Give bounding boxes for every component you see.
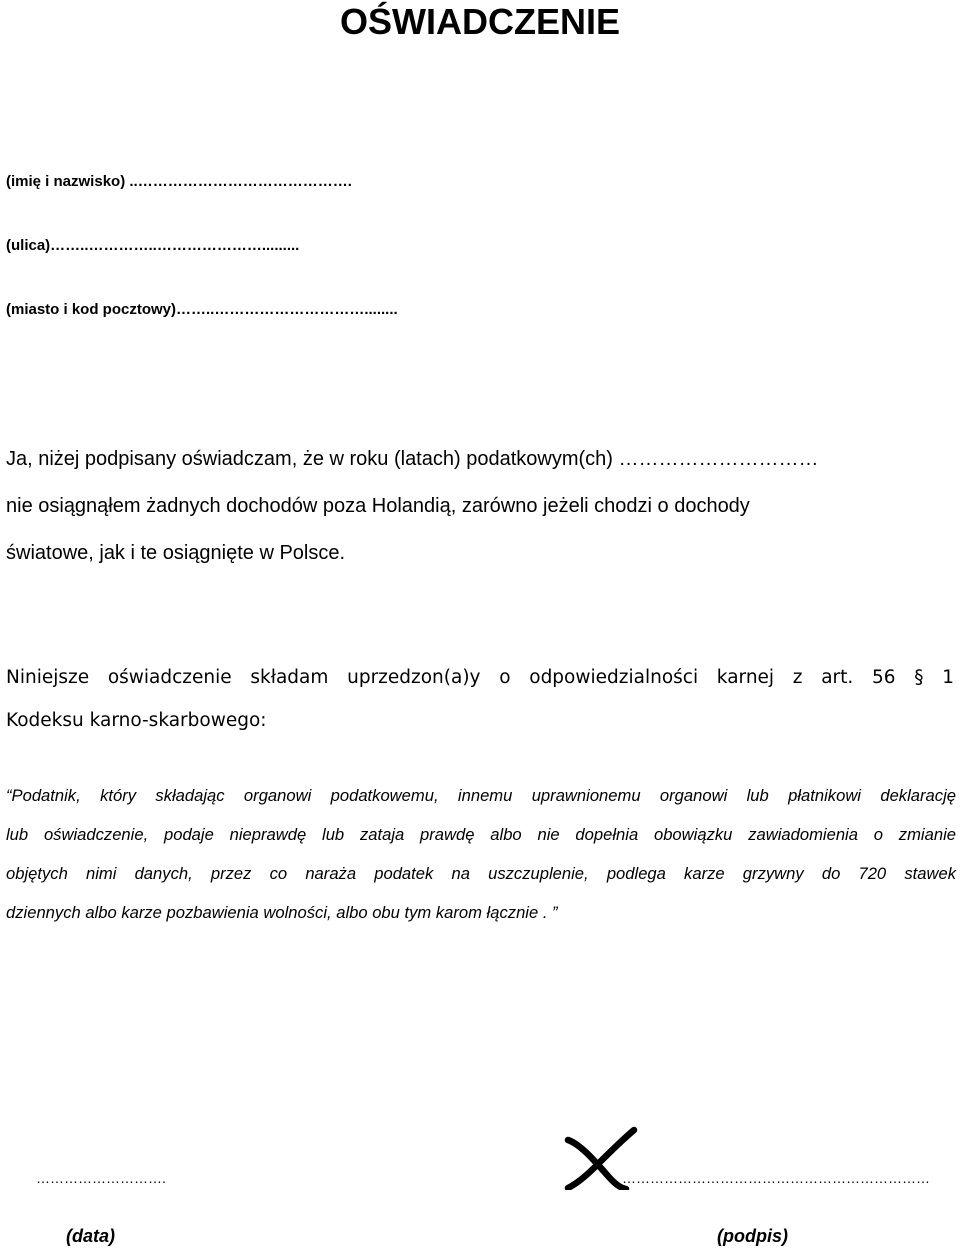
date-label: (data) (66, 1226, 115, 1246)
name-field[interactable]: (imię i nazwisko) ..……………………………………. (6, 173, 352, 190)
date-field[interactable]: ………………………. (36, 1170, 166, 1186)
quote-line-2: lub oświadczenie, podaje nieprawdę lub zataja prawdę albo nie dopełnia obowiązku zawiadomienia o zmianie (6, 825, 956, 844)
declaration-line-2: nie osiągnąłem żadnych dochodów poza Holandią, zarówno jeżeli chodzi o dochody (6, 495, 750, 517)
quote-line-4: dziennych albo karze pozbawienia wolności, albo obu tym karom łącznie . ” (6, 903, 558, 922)
legal-quote (6, 776, 956, 932)
signature-label: (podpis) (717, 1226, 788, 1246)
street-field[interactable]: (ulica)……..…………..…………………......... (6, 237, 300, 254)
declaration-line-3: światowe, jak i te osiągnięte w Polsce. (6, 542, 346, 564)
declaration-paragraph (6, 436, 956, 577)
document-title: OŚWIADCZENIE (339, 1, 620, 42)
quote-line-1: “Podatnik, który składając organowi podatkowemu, innemu uprawnionemu organowi lub płatnikowi deklarację (6, 786, 956, 805)
quote-line-3: objętych nimi danych, przez co naraża podatek na uszczuplenie, podlega karze grzywny do 720 stawek (6, 864, 956, 883)
signature-field[interactable]: ………………………………………………………… (622, 1170, 930, 1186)
warning-line-2: Kodeksu karno-skarbowego: (6, 710, 267, 731)
city-postcode-field[interactable]: (miasto i kod pocztowy)……..…………………………........ (6, 301, 398, 318)
warning-line-1: Niniejsze oświadczenie składam uprzedzon(a)y o odpowiedzialności karnej z art. 56 § 1 (6, 667, 954, 688)
declaration-line-1: Ja, niżej podpisany oświadczam, że w roku (latach) podatkowym(ch) ………………………… (6, 448, 819, 470)
